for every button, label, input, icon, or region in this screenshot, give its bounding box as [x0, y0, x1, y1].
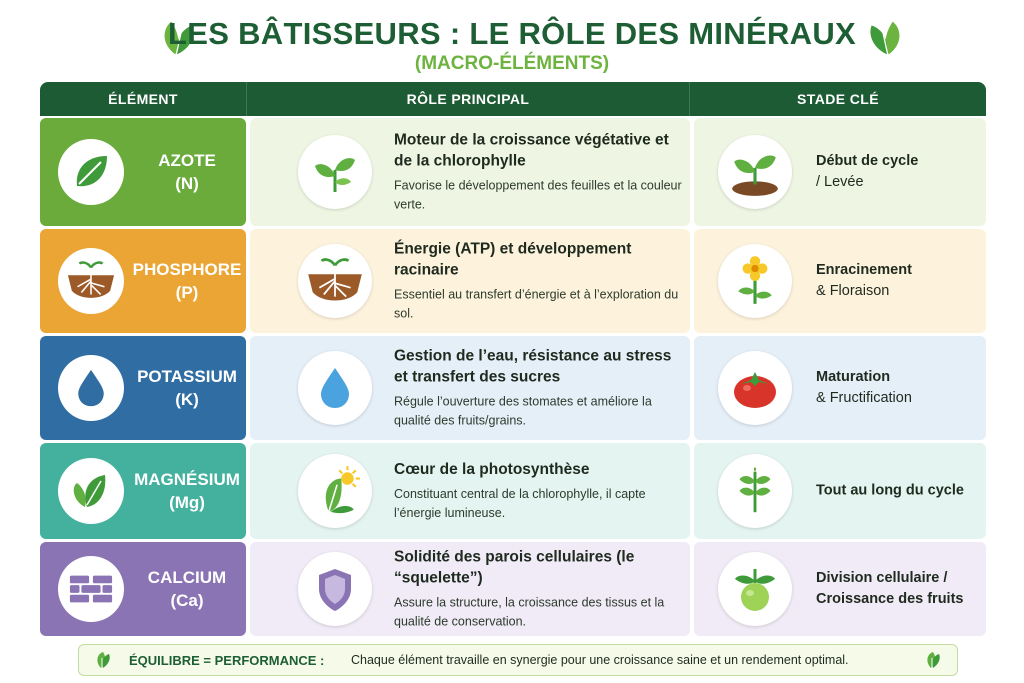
role-description: Constituant central de la chlorophylle, il capte l’énergie lumineuse.: [394, 487, 646, 520]
element-cell: [40, 336, 246, 440]
element-cell: [40, 229, 246, 333]
header-element: ÉLÉMENT: [108, 91, 178, 107]
role-icon-circle: [298, 454, 372, 528]
leaf-icon: [71, 152, 111, 192]
stage-icon-circle: [718, 135, 792, 209]
role-description: Régule l’ouverture des stomates et améliore la qualité des fruits/grains.: [394, 394, 652, 428]
green-fruit-icon: [729, 563, 781, 615]
table-row: [40, 229, 986, 333]
stage-text: Enracinement & Floraison: [816, 262, 912, 299]
leaf-icon: [923, 650, 943, 670]
roots-icon: [66, 256, 116, 306]
element-cell: [40, 542, 246, 636]
role-title: Moteur de la croissance végétative et de la chlorophylle: [394, 131, 669, 170]
role-title: Cœur de la photosynthèse: [394, 461, 590, 478]
stage-icon-circle: [718, 244, 792, 318]
table-header: [40, 82, 986, 116]
role-description: Assure la structure, la croissance des tissus et la qualité de conservation.: [394, 595, 665, 629]
element-icon-circle: [58, 556, 124, 622]
table-row: [40, 542, 986, 636]
role-title: Énergie (ATP) et développement racinaire: [394, 240, 632, 279]
element-icon-circle: [58, 355, 124, 421]
flower-icon: [728, 254, 782, 308]
element-cell: [40, 118, 246, 226]
header-stage: STADE CLÉ: [797, 91, 879, 107]
element-name: AZOTE (N): [158, 151, 216, 193]
page-title: LES BÂTISSEURS : LE RÔLE DES MINÉRAUX: [168, 16, 856, 51]
stage-text: Début de cycle / Levée: [816, 153, 919, 190]
stage-icon-circle: [718, 351, 792, 425]
sprout-soil-icon: [728, 145, 782, 199]
role-cell: [250, 542, 690, 636]
element-icon-circle: [58, 458, 124, 524]
shield-icon: [312, 565, 358, 613]
element-icon-circle: [58, 139, 124, 205]
footer-banner: [78, 644, 958, 676]
page-subtitle: (MACRO-ÉLÉMENTS): [414, 53, 610, 74]
seedling-icon: [309, 146, 361, 198]
stage-cell: [694, 443, 986, 539]
role-icon-circle: [298, 552, 372, 626]
role-icon-circle: [298, 351, 372, 425]
table-row: [40, 118, 986, 226]
role-cell: [250, 118, 690, 226]
leaf-icon: [93, 650, 113, 670]
stage-icon-circle: [718, 552, 792, 626]
stage-cell: [694, 118, 986, 226]
leaf-sun-icon: [308, 464, 362, 518]
stage-text: Tout au long du cycle: [816, 482, 964, 499]
stage-cell: [694, 229, 986, 333]
role-cell: [250, 229, 690, 333]
role-description: Essentiel au transfert d’énergie et à l’exploration du sol.: [394, 287, 679, 321]
stage-cell: [694, 542, 986, 636]
role-cell: [250, 443, 690, 539]
tomato-icon: [729, 362, 781, 414]
role-icon-circle: [298, 244, 372, 318]
stage-icon-circle: [718, 454, 792, 528]
plant-icon: [728, 464, 782, 518]
water-drop-icon: [71, 368, 111, 408]
table-row: [40, 443, 986, 539]
stage-cell: [694, 336, 986, 440]
element-name: MAGNÉSIUM (Mg): [134, 470, 240, 512]
role-cell: [250, 336, 690, 440]
role-description: Favorise le développement des feuilles et la couleur verte.: [394, 178, 682, 212]
stage-text: Maturation & Fructification: [816, 369, 912, 406]
role-title: Gestion de l’eau, résistance au stress et transfert des sucres: [394, 347, 672, 386]
element-name: POTASSIUM (K): [137, 367, 237, 409]
footer-headline: ÉQUILIBRE = PERFORMANCE :: [129, 652, 325, 668]
page-header: [0, 16, 1024, 75]
header-role: RÔLE PRINCIPAL: [246, 82, 690, 116]
minerals-table: [40, 82, 986, 629]
element-cell: [40, 443, 246, 539]
leaves-icon: [69, 469, 113, 513]
role-icon-circle: [298, 135, 372, 209]
root-system-icon: [306, 252, 364, 310]
footer-text: Chaque élément travaille en synergie pour une croissance saine et un rendement optimal.: [351, 653, 849, 667]
element-name: CALCIUM (Ca): [147, 568, 227, 610]
element-name: PHOSPHORE (P): [132, 260, 242, 302]
stage-text: Division cellulaire / Croissance des fruits: [816, 570, 964, 607]
water-drop-icon: [313, 366, 357, 410]
brick-wall-icon: [68, 569, 114, 609]
element-icon-circle: [58, 248, 124, 314]
role-title: Solidité des parois cellulaires (le “squelette”): [394, 548, 635, 587]
table-row: [40, 336, 986, 440]
